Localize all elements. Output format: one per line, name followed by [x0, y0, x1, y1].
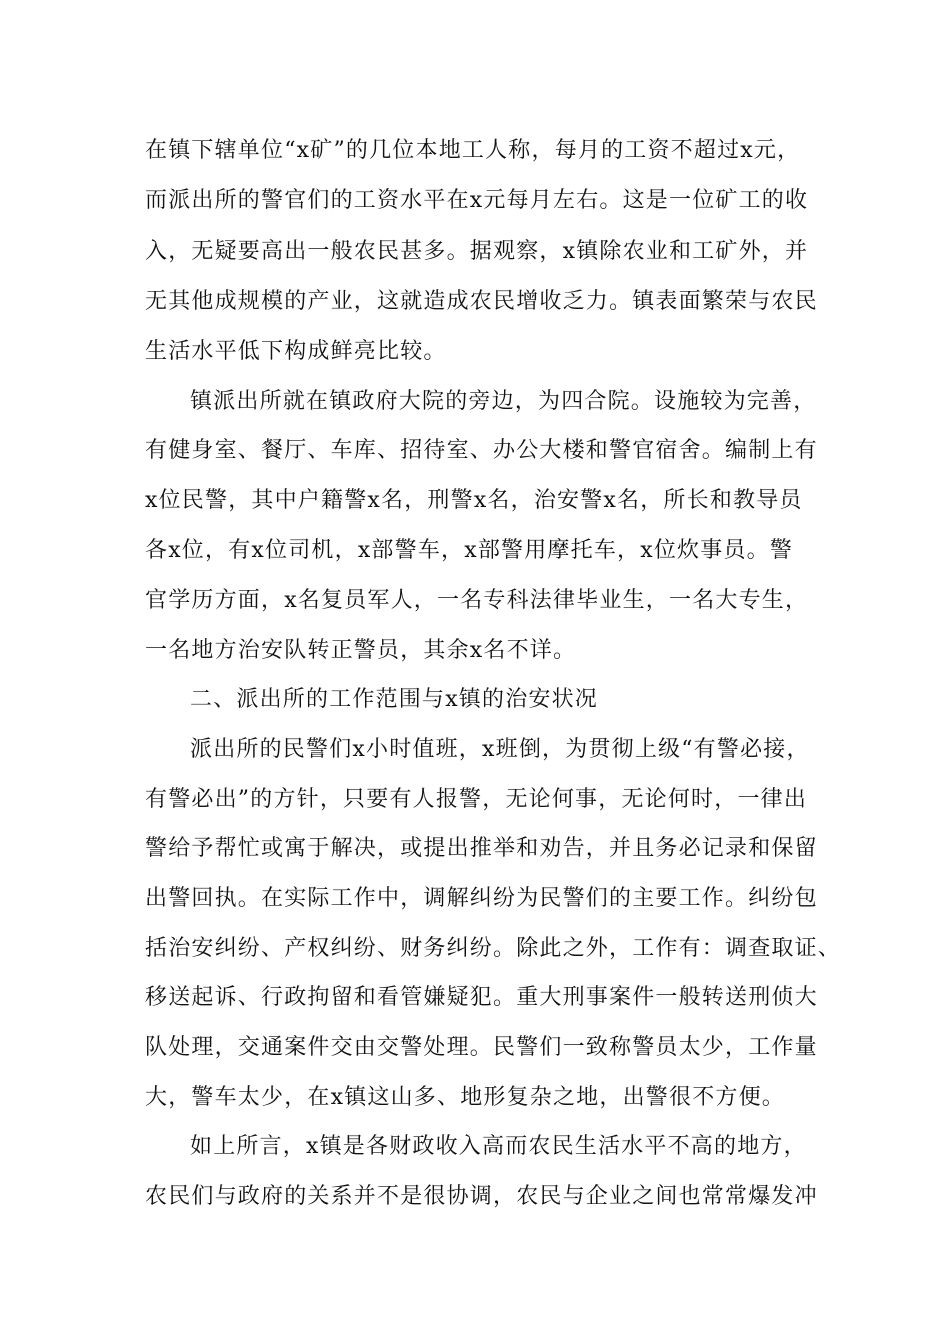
text-line: 警给予帮忙或寓于解决，或提出推举和劝告，并且务必记录和保留 — [145, 836, 818, 861]
text-line: 镇派出所就在镇政府大院的旁边，为四合院。设施较为完善， — [190, 389, 817, 414]
text-line: 括治安纠纷、产权纠纷、财务纠纷。除此之外，工作有：调查取证、 — [145, 936, 842, 961]
text-line: 入，无疑要高出一般农民甚多。据观察，x镇除农业和工矿外，并 — [145, 239, 809, 264]
text-line: 无其他成规模的产业，这就造成农民增收乏力。镇表面繁荣与农民 — [145, 289, 818, 314]
text-line: 大，警车太少，在x镇这山多、地形复杂之地，出警很不方便。 — [145, 1085, 786, 1110]
section-heading: 二、派出所的工作范围与x镇的治安状况 — [190, 687, 599, 712]
text-line: 在镇下辖单位“x矿”的几位本地工人称，每月的工资不超过x元， — [145, 138, 801, 163]
text-line: 而派出所的警官们的工资水平在x元每月左右。这是一位矿工的收 — [145, 188, 809, 213]
text-line: 各x位，有x位司机，x部警车，x部警用摩托车，x位炊事员。警 — [145, 538, 794, 563]
text-line: x位民警，其中户籍警x名，刑警x名，治安警x名，所长和教导员 — [145, 488, 803, 513]
text-line: 有警必出”的方针，只要有人报警，无论何事，无论何时，一律出 — [145, 787, 808, 812]
text-line: 移送起诉、行政拘留和看管嫌疑犯。重大刑事案件一般转送刑侦大 — [145, 985, 818, 1010]
text-line: 一名地方治安队转正警员，其余x名不详。 — [145, 638, 577, 663]
text-line: 官学历方面，x名复员军人，一名专科法律毕业生，一名大专生， — [145, 588, 809, 613]
text-line: 出警回执。在实际工作中，调解纠纷为民警们的主要工作。纠纷包 — [145, 886, 818, 911]
text-line: 派出所的民警们x小时值班，x班倒，为贯彻上级“有警必接， — [190, 737, 810, 762]
text-line: 队处理，交通案件交由交警处理。民警们一致称警员太少，工作量 — [145, 1035, 818, 1060]
text-line: 生活水平低下构成鲜亮比较。 — [145, 339, 447, 364]
text-line: 农民们与政府的关系并不是很协调，农民与企业之间也常常爆发冲 — [145, 1184, 818, 1209]
text-line: 有健身室、餐厅、车库、招待室、办公大楼和警官宿舍。编制上有 — [145, 438, 818, 463]
text-line: 如上所言，x镇是各财政收入高而农民生活水平不高的地方， — [190, 1134, 807, 1159]
